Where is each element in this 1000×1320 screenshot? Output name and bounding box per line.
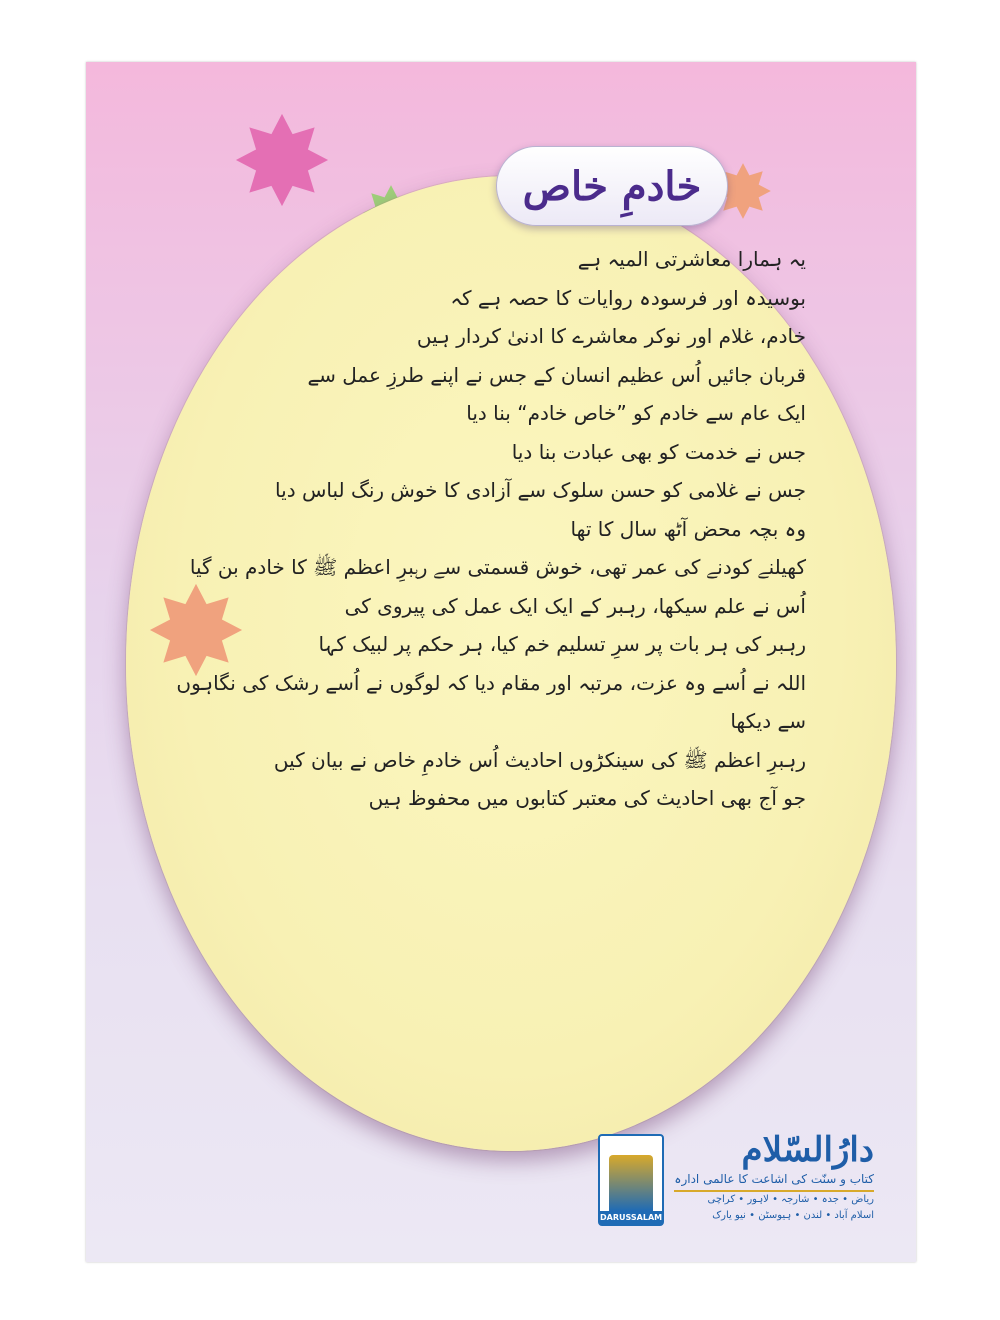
poem-line: ایک عام سے خادم کو ”خاص خادم“ بنا دیا xyxy=(466,401,806,425)
poem-line: رہبر کی ہر بات پر سرِ تسلیم خم کیا، ہر حکم پر لبیک کہا xyxy=(318,632,806,656)
poem-line: جو آج بھی احادیث کی معتبر کتابوں میں محفوظ ہیں xyxy=(368,786,806,810)
publisher-name: دارُالسّلام xyxy=(741,1130,874,1170)
book-emblem-icon xyxy=(609,1155,653,1211)
poem-text xyxy=(176,240,806,818)
publisher-tagline: کتاب و سنّت کی اشاعت کا عالمی ادارہ xyxy=(674,1170,874,1192)
poem-line: کھیلنے کودنے کی عمر تھی، خوش قسمتی سے رہبرِ اعظم ﷺ کا خادم بن گیا xyxy=(189,555,806,579)
publisher-cities-2: اسلام آباد • لندن • ہیوسٹن • نیو یارک xyxy=(712,1210,874,1221)
publisher-logo-text: DARUSSALAM xyxy=(600,1213,663,1222)
pink-star-icon xyxy=(234,112,330,208)
poem-line: جس نے خدمت کو بھی عبادت بنا دیا xyxy=(511,439,806,464)
title-badge xyxy=(496,146,728,226)
page-title: خادمِ خاص xyxy=(522,162,702,210)
poem-line: جس نے غلامی کو حسن سلوک سے آزادی کا خوش رنگ لباس دیا xyxy=(275,478,806,502)
poem-line: وہ بچہ محض آٹھ سال کا تھا xyxy=(570,516,806,541)
poem-line: اللہ نے اُسے وہ عزت، مرتبہ اور مقام دیا کہ لوگوں نے اُسے رشک کی نگاہوں xyxy=(176,670,806,695)
poem-line: رہبرِ اعظم ﷺ کی سینکڑوں احادیث اُس خادمِ خاص نے بیان کیں xyxy=(273,747,806,772)
publisher-logo xyxy=(598,1134,664,1226)
poem-line: سے دیکھا xyxy=(730,709,806,733)
publisher-cities-1: ریاض • جدہ • شارجہ • لاہور • کراچی xyxy=(707,1194,874,1205)
book-cover xyxy=(86,62,916,1262)
publisher-info xyxy=(674,1130,874,1224)
poem-line: اُس نے علم سیکھا، رہبر کے ایک ایک عمل کی پیروی کی xyxy=(344,593,806,618)
poem-line: یہ ہمارا معاشرتی المیہ ہے xyxy=(577,247,806,271)
poem-line: بوسیدہ اور فرسودہ روایات کا حصہ ہے کہ xyxy=(450,285,806,310)
poem-line: قربان جائیں اُس عظیم انسان کے جس نے اپنے طرزِ عمل سے xyxy=(307,362,806,387)
poem-line: خادم، غلام اور نوکر معاشرے کا ادنیٰ کردار ہیں xyxy=(416,324,806,348)
